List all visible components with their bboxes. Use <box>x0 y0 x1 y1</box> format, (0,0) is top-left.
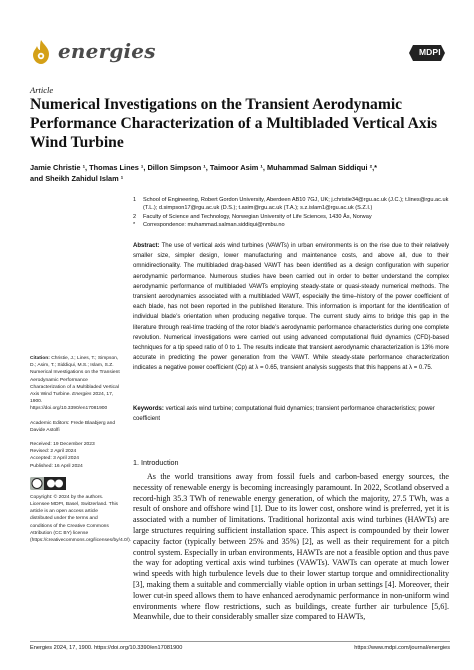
affiliation-text: Correspondence: muhammad.salman.siddiqui@nmbu.no <box>143 222 285 229</box>
affiliation-text: Faculty of Science and Technology, Norwegian University of Life Sciences, 1430 Ås, Norway <box>143 213 372 220</box>
keywords <box>133 404 449 424</box>
introduction-paragraph: As the world transitions away from fossil fuels and carbon-based energy sources, the necessity of renewable energy is becoming increasingly paramount. In 2022, Scotland observed a record-high 35.3 TWh of renewable energy generation, of which the majority, 27.5 TWh, was a result of onshore and offshore wind [1]. Due to its lower cost, onshore wind is preferred, yet it is associated with a number of limitations. Traditional horizontal axis wind turbines (HAWTs) are large structures requiring sufficient installation space. This aspect is compounded by their lower capacity factor (typically between 25% and 35%) [2], as well as their requirement for a pitch control system. Especially in urban environments, HAWTs are not a feasible option and thus pave the way for adopting vertical axis wind turbines (VAWTs). VAWTs can operate at much lower wind speeds with high turbulence levels due to their lower startup torque and omnidirectionality [3], making them a suitable and commercially viable option in urban settings [4]. Moreover, their lower cut-in speed allows them to have enhanced aerodynamic performance in non-uniform wind environments where flow restrictions, such as buildings, create further air turbulence [5,6]. Meanwhile, due to their considerably smaller size compared to HAWTs, <box>133 472 449 622</box>
paper-title: Numerical Investigations on the Transient Aerodynamic Performance Characterization of a Multibladed Vertical Axis Wind Turbine <box>30 96 438 151</box>
published-date: Published: 16 April 2024 <box>30 463 83 469</box>
affiliation-list <box>133 196 451 230</box>
citation-label: Citation: <box>30 356 50 361</box>
cc-by-badge-icon[interactable] <box>30 477 66 490</box>
section-heading: 1. Introduction <box>133 458 179 467</box>
author-list <box>30 162 450 184</box>
keywords-label: Keywords: <box>133 406 164 412</box>
citation-text: Christie, J.; Lines, T.; Simpson, D.; Asim, T.; Siddiqui, M.S.; Islam, S.Z. Numerical Investigations on the Transient Aerodynamic Performance Characterization of a Multibladed Vertical Axis Wind Turbine. <box>30 356 120 398</box>
editors-block: Academic Editors: Frede Blaabjerg and Davide Astolfi <box>30 420 116 433</box>
article-info-sidebar <box>30 355 132 551</box>
received-date: Received: 19 December 2023 <box>30 442 95 448</box>
revised-date: Revised: 2 April 2024 <box>30 449 77 455</box>
publisher-name: MDPI <box>419 47 441 57</box>
citation-block <box>30 355 120 413</box>
affiliation-mark: 2 <box>133 213 137 220</box>
affiliation-mark: * <box>133 222 136 229</box>
copyright-block: Copyright: © 2024 by the authors. Licensee MDPI, Basel, Switzerland. This article is an open access article distributed under the terms and conditions of the Creative Commons Attribution (CC BY) license (https://creativecommons.org/licenses/by/4.0/). <box>30 494 132 544</box>
accepted-date: Accepted: 3 April 2024 <box>30 456 79 462</box>
abstract <box>133 241 449 374</box>
journal-name: energies <box>58 39 156 63</box>
footer-divider <box>30 641 450 642</box>
affiliation-item <box>133 213 451 221</box>
energies-logo-icon <box>30 39 52 65</box>
abstract-label: Abstract: <box>133 243 160 249</box>
citation-doi-link[interactable]: 2024, 17, 1900. https://doi.org/10.3390/en17081900 <box>30 392 114 412</box>
affiliation-text: School of Engineering, Robert Gordon University, Aberdeen AB10 7GJ, UK; j.christie34@rgu.ac.uk (J.C.); t.lines@rgu.ac.uk (T.L.); d.simpson17@rgu.ac.uk (D.S.); t.asim@rgu.ac.uk (T.A.); s.z.islam1@rgu.ac.uk (S.Z.I.) <box>143 197 449 212</box>
footer-citation: Energies 2024, 17, 1900. https://doi.org/10.3390/en17081900 <box>30 645 183 651</box>
affiliation-mark: 1 <box>133 197 137 203</box>
dates-block <box>30 441 120 470</box>
footer-journal-link[interactable]: https://www.mdpi.com/journal/energies <box>354 645 450 651</box>
authors-line: Jamie Christie ¹, Thomas Lines ¹, Dillon Simpson ¹, Taimoor Asim ¹, Muhammad Salman Siddiqui ²,* <box>30 163 377 172</box>
citation-journal: Energies <box>72 392 92 398</box>
keywords-text: vertical axis wind turbine; computational fluid dynamics; transient performance characteristics; power coefficient <box>133 406 435 423</box>
affiliation-item <box>133 221 451 229</box>
affiliation-item <box>133 196 451 213</box>
article-type: Article <box>30 85 54 95</box>
abstract-text: The use of vertical axis wind turbines (VAWTs) in urban environments is on the rise due to their relatively smaller size, simpler design, lower manufacturing and maintenance costs, and above all, due to their omnidirectionality. The multibladed drag-based VAWT has been identified as a design configuration with superior aerodynamic performance. Numerous studies have been carried out in order to better understand the complex aerodynamic performance of multibladed VAWTs employing steady-state or quasi-steady numerical methods. The transient aerodynamics associated with a multibladed VAWT, especially the time–history of the power coefficient of each blade, has not been reported in the published literature. This information is important for the identification of individual blade’s orientation when producing negative torque. The current study aims to bridge this gap in the literature through real-time tracking of the rotor blade’s aerodynamic performance characteristics during one complete revolution. Numerical investigations were carried out using advanced computational fluid dynamics (CFD)-based techniques for a tip speed ratio of 0 to 1. The results indicate that transient aerodynamic characterization is 13% more accurate in predicting the power generation from the VAWT. While steady-state performance characterization indicates a negative power coefficient (Cp) at λ = 0.65, transient analysis suggests that this happens at λ = 0.75. <box>133 243 449 372</box>
authors-line: and Sheikh Zahidul Islam ¹ <box>30 174 124 183</box>
